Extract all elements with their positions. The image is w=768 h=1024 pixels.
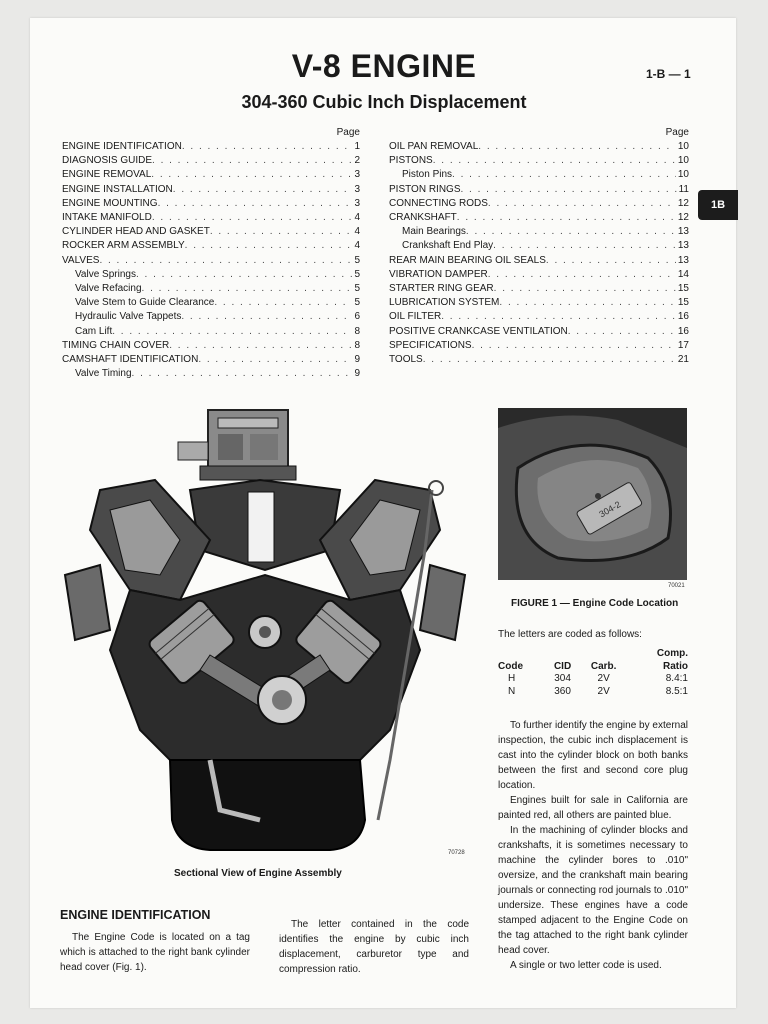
toc-entry-page: 5 <box>354 254 360 266</box>
toc-entry-page: 11 <box>678 183 689 195</box>
toc-leader-dots <box>488 268 676 282</box>
toc-entry-label: DIAGNOSIS GUIDE <box>62 155 153 167</box>
toc-entry[interactable] <box>62 353 360 367</box>
toc-entry-page: 12 <box>677 212 689 224</box>
toc-leader-dots <box>499 296 675 310</box>
toc-entry-label: ENGINE INSTALLATION <box>62 183 173 195</box>
toc-entry-page: 16 <box>677 325 689 337</box>
toc-entry-page: 5 <box>354 297 360 309</box>
toc-entry-label: CAMSHAFT IDENTIFICATION <box>62 354 199 366</box>
toc-entry-label: POSITIVE CRANKCASE VENTILATION <box>389 325 568 337</box>
toc-entry[interactable] <box>62 268 360 282</box>
toc-entry-label: Valve Stem to Guide Clearance <box>75 297 215 309</box>
toc-leader-dots <box>466 225 676 239</box>
toc-entry-label: Valve Refacing <box>75 283 142 295</box>
left-column-text <box>60 930 250 975</box>
col-comp-top: Comp. <box>656 648 688 659</box>
toc-entry-label: TOOLS <box>389 354 423 366</box>
toc-entry[interactable] <box>62 339 360 353</box>
toc-entry-page: 15 <box>677 283 689 295</box>
paragraph: In the machining of cylinder blocks and crankshafts, it is sometimes necessary to machine the cylinder bores to .010" oversize, and the crankshaft main bearing journals or connecting rod journals to .010" undersize. These engines have a code stamped adjacent to the Engine Code on the tag attached to the right bank cylinder head cover. <box>498 825 688 956</box>
toc-entry[interactable] <box>389 325 689 339</box>
toc-left-list <box>62 140 360 381</box>
paragraph: To further identify the engine by external inspection, the cubic inch displacement is cast into the cylinder block on both banks between the first and second core plug location. <box>498 720 688 791</box>
toc-leader-dots <box>546 254 676 268</box>
cell-ratio: 8.5:1 <box>665 685 688 697</box>
toc-leader-dots <box>173 183 353 197</box>
toc-left-column <box>62 126 360 381</box>
toc-entry-page: 8 <box>354 325 360 337</box>
toc-leader-dots <box>452 168 676 182</box>
paragraph: Engines built for sale in California are painted red, all others are painted blue. <box>498 795 688 821</box>
cell-cid: 360 <box>554 685 571 697</box>
toc-entry-label: LUBRICATION SYSTEM <box>389 297 500 309</box>
col-code: Code <box>498 660 523 672</box>
toc-page-header: Page <box>665 127 689 138</box>
toc-leader-dots <box>132 367 353 381</box>
paragraph: The letter contained in the code identifies the engine by cubic inch displacement, carburetor type and compression ratio. <box>279 919 469 975</box>
toc-entry[interactable] <box>389 225 689 239</box>
toc-entry-label: ENGINE IDENTIFICATION <box>62 141 182 152</box>
toc-leader-dots <box>152 211 353 225</box>
toc-entry[interactable] <box>62 154 360 168</box>
toc-entry-label: Cam Lift <box>75 325 113 337</box>
toc-leader-dots <box>158 197 353 211</box>
toc-entry[interactable] <box>62 254 360 268</box>
toc-entry-label: CRANKSHAFT <box>389 212 457 224</box>
toc-entry-label: OIL PAN REMOVAL <box>389 141 479 152</box>
toc-entry[interactable] <box>62 367 360 381</box>
cell-carb: 2V <box>597 673 610 684</box>
toc-entry[interactable] <box>389 353 689 367</box>
toc-entry[interactable] <box>62 239 360 253</box>
toc-entry[interactable] <box>62 168 360 182</box>
toc-entry-label: TIMING CHAIN COVER <box>62 339 170 351</box>
toc-entry[interactable] <box>389 154 689 168</box>
toc-leader-dots <box>136 268 352 282</box>
toc-leader-dots <box>457 211 676 225</box>
col-carb: Carb. <box>590 660 617 672</box>
toc-leader-dots <box>472 339 676 353</box>
toc-leader-dots <box>568 325 676 339</box>
toc-leader-dots <box>198 353 352 367</box>
toc-entry[interactable] <box>62 140 360 154</box>
toc-entry[interactable] <box>389 183 689 197</box>
toc-entry-page: 1 <box>354 141 360 152</box>
toc-leader-dots <box>461 183 677 197</box>
codes-intro: The letters are coded as follows: <box>498 629 642 640</box>
toc-entry-page: 14 <box>677 268 689 280</box>
toc-entry[interactable] <box>62 225 360 239</box>
toc-entry[interactable] <box>389 211 689 225</box>
paragraph: The Engine Code is located on a tag which is attached to the right bank cylinder head cover (Fig. 1). <box>60 932 250 973</box>
toc-entry-label: ENGINE REMOVAL <box>62 169 152 181</box>
table-row <box>498 673 688 686</box>
toc-entry-label: Hydraulic Valve Tappets <box>75 311 182 323</box>
toc-leader-dots <box>142 282 353 296</box>
toc-entry[interactable] <box>62 282 360 296</box>
right-column-text <box>498 718 688 973</box>
toc-leader-dots <box>423 353 676 367</box>
toc-entry-label: Crankshaft End Play <box>402 240 494 252</box>
toc-entry[interactable] <box>389 268 689 282</box>
toc-entry-page: 10 <box>677 141 689 152</box>
toc-entry-page: 4 <box>354 240 360 252</box>
toc-entry-label: PISTON RINGS <box>389 183 461 195</box>
photo-figure-number: 70021 <box>668 583 685 589</box>
toc-entry-page: 13 <box>677 240 689 252</box>
paragraph: A single or two letter code is used. <box>510 960 662 971</box>
toc-entry-page: 3 <box>354 169 360 181</box>
toc-leader-dots <box>185 239 353 253</box>
toc-entry-page: 4 <box>354 226 360 238</box>
toc-page-header: Page <box>336 127 360 138</box>
section-tab[interactable]: 1B <box>698 190 738 220</box>
toc-right-column <box>389 126 689 367</box>
toc-entry-label: OIL FILTER <box>389 311 442 323</box>
engine-figure-caption: Sectional View of Engine Assembly <box>174 868 342 879</box>
toc-entry[interactable] <box>389 197 689 211</box>
table-row <box>498 686 688 699</box>
engine-tag-text: 304-2 <box>597 499 623 520</box>
toc-entry-label: SPECIFICATIONS <box>389 339 472 351</box>
toc-leader-dots <box>210 225 353 239</box>
toc-entry-label: CONNECTING RODS <box>389 197 488 209</box>
toc-leader-dots <box>214 296 352 310</box>
page-title: V-8 ENGINE <box>291 48 477 84</box>
toc-entry[interactable] <box>389 168 689 182</box>
toc-leader-dots <box>112 325 352 339</box>
toc-entry-page: 16 <box>677 311 689 323</box>
toc-entry-page: 4 <box>354 212 360 224</box>
toc-leader-dots <box>99 254 352 268</box>
toc-entry[interactable] <box>389 310 689 324</box>
toc-entry-label: VIBRATION DAMPER <box>389 268 488 280</box>
page-number: 1-B — 1 <box>646 67 691 81</box>
toc-entry[interactable] <box>62 211 360 225</box>
toc-entry-page: 10 <box>677 169 689 181</box>
toc-entry-label: PISTONS <box>389 155 433 167</box>
cell-cid: 304 <box>554 673 571 684</box>
toc-entry-label: REAR MAIN BEARING OIL SEALS <box>389 254 546 266</box>
engine-sectional-illustration <box>60 400 470 860</box>
toc-entry[interactable] <box>389 339 689 353</box>
toc-leader-dots <box>493 239 676 253</box>
toc-entry-label: CYLINDER HEAD AND GASKET <box>62 226 210 238</box>
toc-entry-page: 9 <box>354 368 360 380</box>
toc-entry-label: Valve Springs <box>75 268 136 280</box>
toc-leader-dots <box>182 140 353 154</box>
toc-entry-label: Valve Timing <box>75 368 132 380</box>
toc-right-list <box>389 140 689 367</box>
toc-entry-page: 21 <box>677 354 689 366</box>
toc-leader-dots <box>478 140 676 154</box>
toc-entry-page: 13 <box>677 226 689 238</box>
toc-leader-dots <box>433 154 676 168</box>
toc-entry-label: INTAKE MANIFOLD <box>62 212 152 224</box>
toc-entry-page: 8 <box>354 339 360 351</box>
page-subtitle: 304-360 Cubic Inch Displacement <box>241 92 527 112</box>
toc-entry-page: 15 <box>677 297 689 309</box>
toc-entry[interactable] <box>389 140 689 154</box>
cell-code: H <box>508 673 516 684</box>
cell-ratio: 8.4:1 <box>665 673 688 684</box>
toc-entry[interactable] <box>389 254 689 268</box>
engine-code-table <box>498 648 688 698</box>
toc-entry[interactable] <box>389 282 689 296</box>
toc-entry-page: 9 <box>354 354 360 366</box>
toc-entry-label: Piston Pins <box>402 169 453 181</box>
toc-entry-label: Main Bearings <box>402 226 466 238</box>
toc-entry[interactable] <box>62 296 360 310</box>
toc-entry-label: STARTER RING GEAR <box>389 283 494 295</box>
toc-leader-dots <box>441 310 676 324</box>
toc-leader-dots <box>169 339 352 353</box>
toc-entry[interactable] <box>62 325 360 339</box>
toc-entry-page: 13 <box>677 254 689 266</box>
toc-entry-label: ROCKER ARM ASSEMBLY <box>62 240 185 252</box>
middle-column-text <box>279 917 469 977</box>
toc-entry[interactable] <box>62 183 360 197</box>
toc-leader-dots <box>181 310 352 324</box>
section-heading: ENGINE IDENTIFICATION <box>60 908 211 922</box>
toc-leader-dots <box>152 154 352 168</box>
figure-1-caption: FIGURE 1 — Engine Code Location <box>511 598 679 609</box>
toc-leader-dots <box>488 197 676 211</box>
toc-entry[interactable] <box>62 197 360 211</box>
toc-entry[interactable] <box>389 296 689 310</box>
col-cid: CID <box>553 660 572 672</box>
toc-entry-label: VALVES <box>62 254 100 266</box>
toc-entry-page: 2 <box>354 155 360 167</box>
toc-entry-page: 5 <box>354 283 360 295</box>
engine-code-photo <box>498 408 687 580</box>
toc-entry-page: 3 <box>354 183 360 195</box>
toc-leader-dots <box>494 282 676 296</box>
toc-entry-page: 10 <box>677 155 689 167</box>
toc-entry[interactable] <box>62 310 360 324</box>
cell-carb: 2V <box>597 685 610 697</box>
toc-entry[interactable] <box>389 239 689 253</box>
cell-code: N <box>508 685 516 697</box>
toc-leader-dots <box>151 168 352 182</box>
toc-entry-page: 3 <box>354 197 360 209</box>
toc-entry-page: 17 <box>677 339 689 351</box>
toc-entry-page: 12 <box>677 197 689 209</box>
engine-figure-number: 70728 <box>448 850 465 856</box>
toc-entry-page: 6 <box>354 311 360 323</box>
col-ratio: Ratio <box>663 660 688 672</box>
toc-entry-label: ENGINE MOUNTING <box>62 197 158 209</box>
toc-entry-page: 5 <box>354 268 360 280</box>
